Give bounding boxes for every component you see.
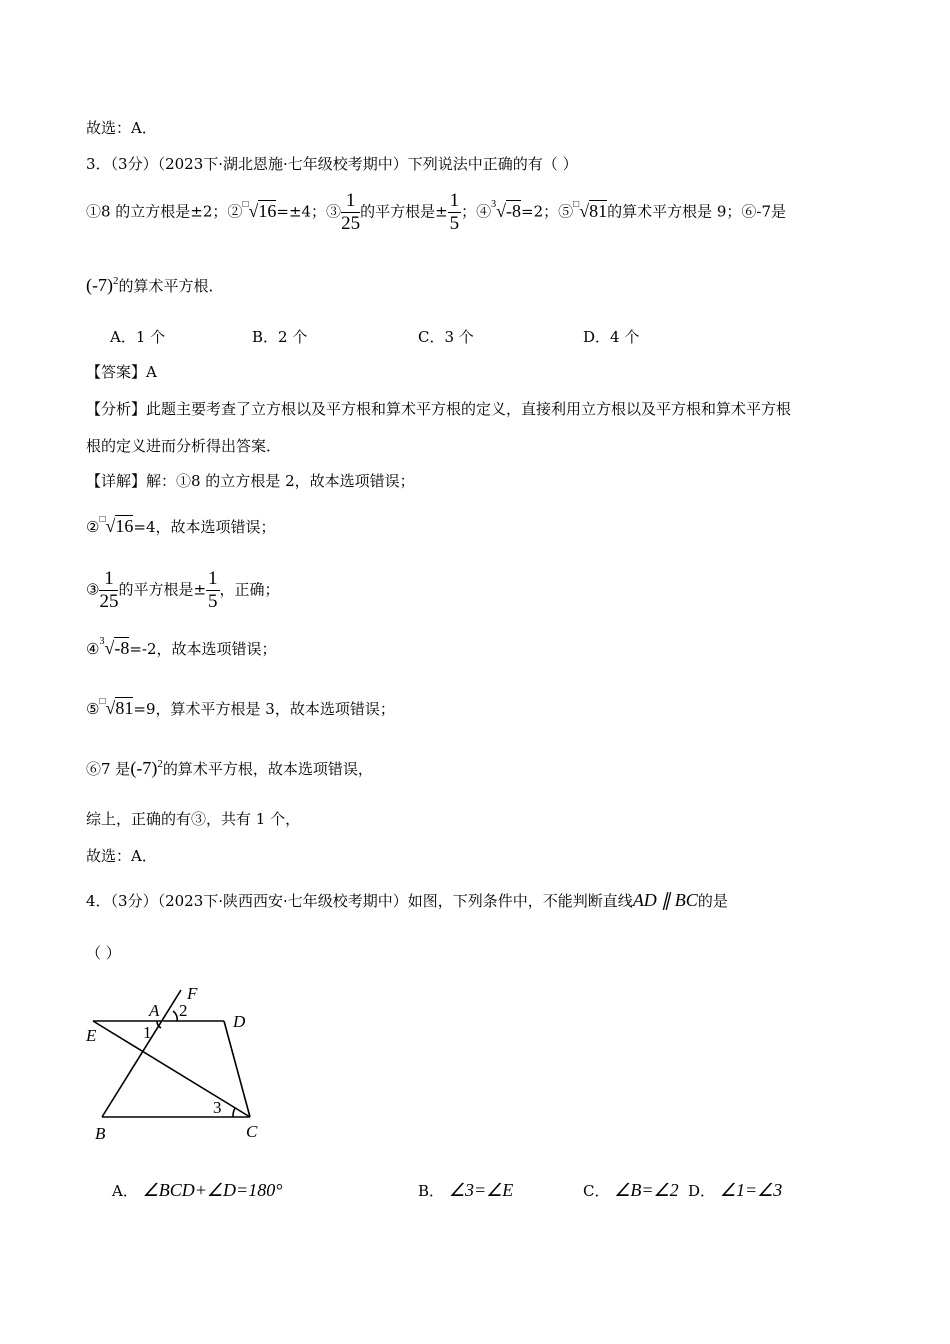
line-ec — [93, 1021, 250, 1117]
label-d: D — [233, 1012, 246, 1031]
analysis-line-2: 根的定义进而分析得出答案． — [86, 437, 282, 455]
option-a: A．1 个 — [110, 328, 166, 346]
detail-line-4: ④$^3$√-8=-2，故本选项错误； — [86, 636, 277, 658]
detail-line-1: 【详解】解：①8 的立方根是 2，故本选项错误； — [86, 472, 415, 490]
q4-option-d: D． ∠1=∠3 — [688, 1180, 783, 1200]
option-d: D．4 个 — [583, 328, 640, 346]
line-bf — [102, 990, 181, 1117]
option-b: B．2 个 — [252, 328, 308, 346]
conclusion-text-2: 故选：A． — [86, 847, 157, 865]
label-1: 1 — [143, 1023, 152, 1042]
q4-option-b: B． ∠3=∠E — [418, 1180, 514, 1200]
answer: 【答案】A — [86, 363, 157, 381]
fraction: $\frac{1}{5}$ — [449, 190, 460, 234]
option-c: C．3 个 — [418, 328, 474, 346]
question-4-header: 4．（3分）（2023下·陕西西安·七年级校考期中）如图，下列条件中，不能判断直线AD ∥ BC的是 — [86, 890, 728, 910]
text: ；④ — [461, 202, 492, 221]
conclusion-text: 故选：A． — [86, 119, 157, 137]
label-c: C — [246, 1122, 258, 1141]
label-2: 2 — [179, 1001, 188, 1020]
text: =±4；③ — [276, 202, 342, 221]
detail-line-2: ②□√16=4，故本选项错误； — [86, 514, 276, 536]
question-3-statements-cont: $(-7)^2$的算术平方根． — [86, 275, 224, 295]
text: 的平方根是± — [360, 202, 448, 221]
detail-line-3: ③ $\frac{1}{25}$ 的平方根是± $\frac{1}{5}$ ，正确； — [86, 568, 280, 612]
analysis-line-1: 【分析】此题主要考查了立方根以及平方根和算术平方根的定义，直接利用立方根以及平方根和算术平方根 — [86, 400, 792, 418]
radicand: 16 — [258, 200, 277, 221]
radical: □√16 — [242, 198, 277, 221]
angle-2-arc — [173, 1011, 177, 1021]
radical: □√81 — [573, 198, 608, 221]
label-b: B — [95, 1124, 106, 1143]
text: ①8 的立方根是±2；② — [86, 202, 243, 221]
q4-option-a: A． ∠BCD+∠D=180° — [112, 1180, 283, 1200]
label-a: A — [149, 1001, 160, 1020]
label-3: 3 — [213, 1098, 222, 1117]
radical: $^3$√-8 — [491, 198, 522, 221]
text: 的算术平方根是 9；⑥-7是 — [607, 202, 787, 221]
summary: 综上，正确的有③，共有 1 个， — [86, 810, 301, 828]
detail-line-5: ⑤□√81=9，算术平方根是 3，故本选项错误； — [86, 696, 395, 718]
detail-line-6: ⑥7 是$(-7)^2$的算术平方根，故本选项错误， — [86, 758, 373, 778]
angle-3-arc — [233, 1108, 235, 1117]
text: =2；⑤ — [521, 202, 574, 221]
q4-option-c: C． ∠B=∠2 — [583, 1180, 679, 1200]
label-f: F — [187, 984, 198, 1003]
label-e: E — [86, 1026, 97, 1045]
question-3-header: 3．（3分）（2023下·湖北恩施·七年级校考期中）下列说法中正确的有（ ） — [86, 155, 578, 173]
fraction: $\frac{1}{25}$ — [341, 190, 361, 234]
question-4-paren: （ ） — [86, 944, 121, 962]
